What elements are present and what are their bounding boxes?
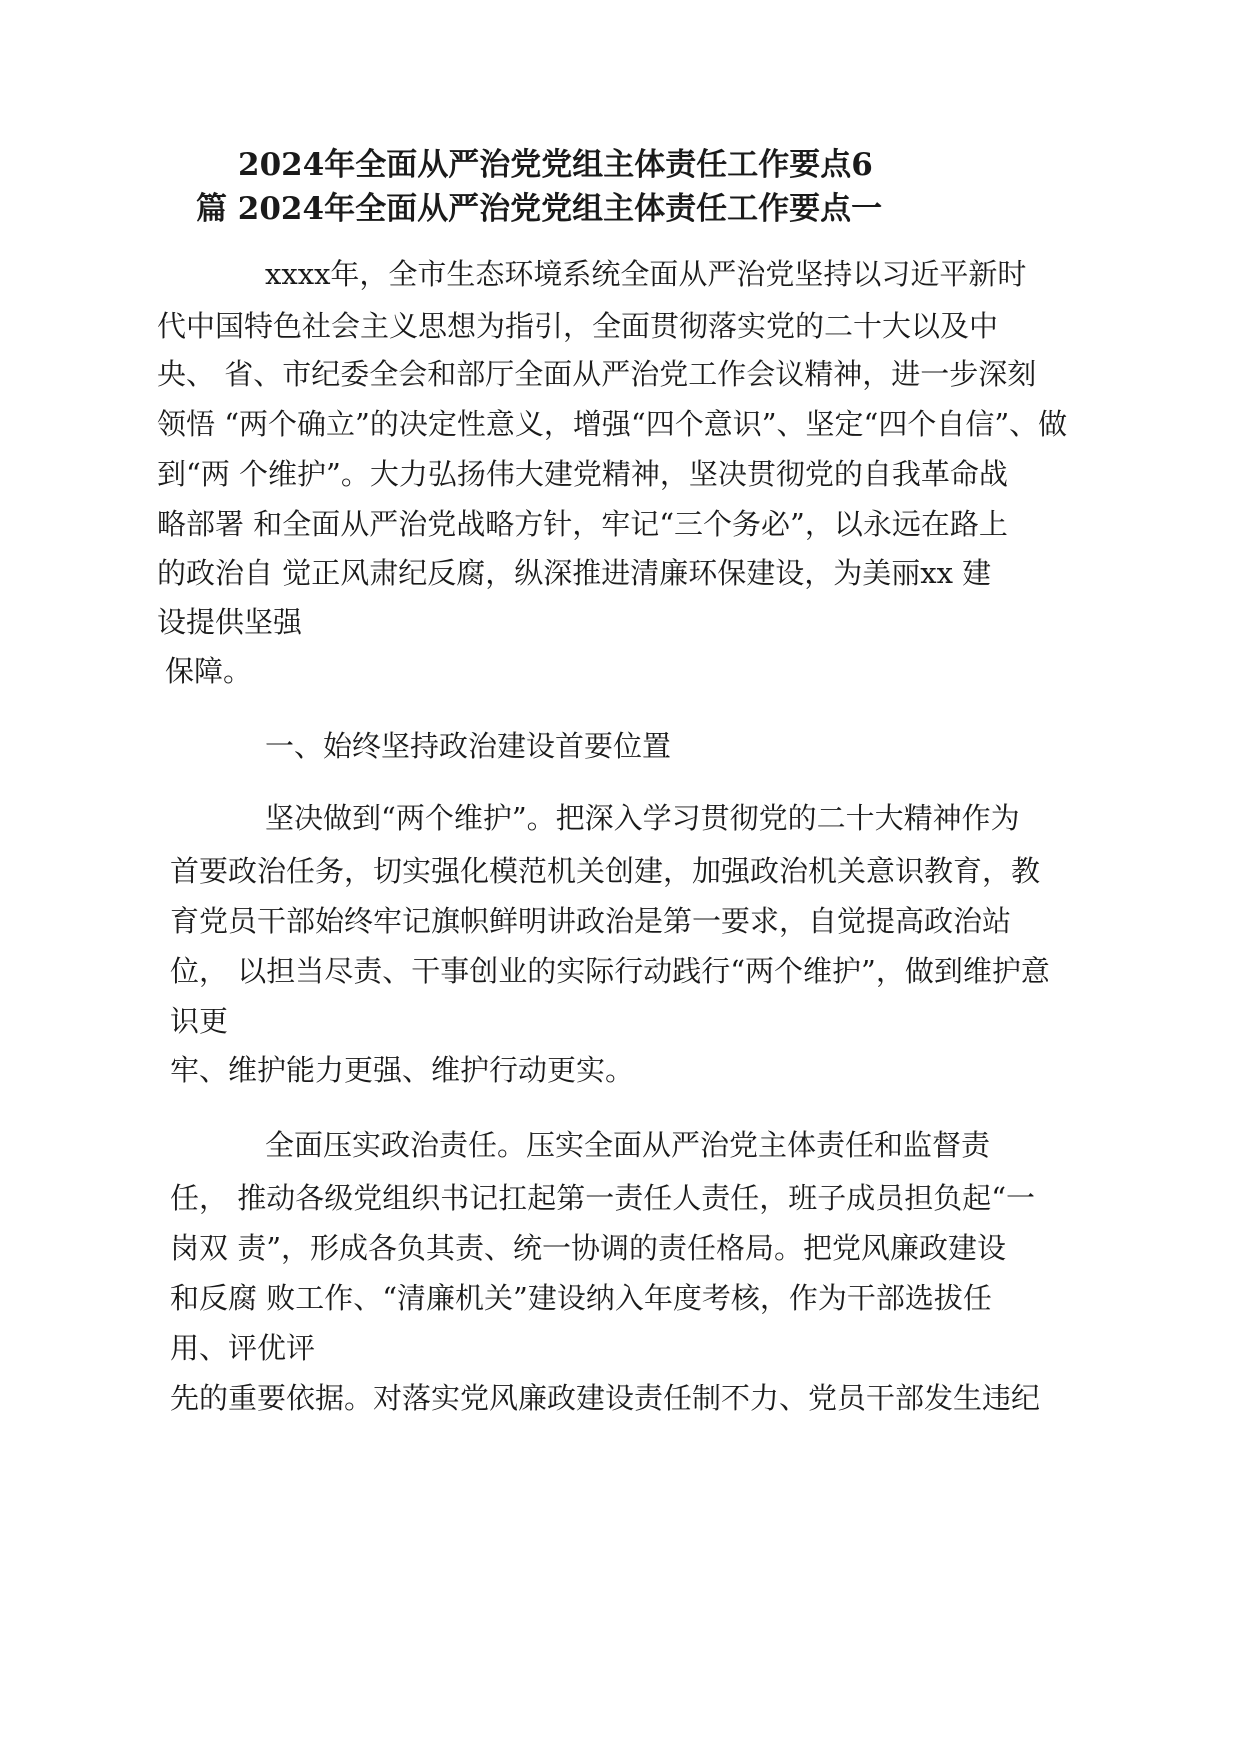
paragraph-line: 保障。 bbox=[165, 654, 253, 688]
section-heading-1: 一、始终坚持政治建设首要位置 bbox=[265, 729, 672, 763]
paragraph-line: 领悟 “两个确立”的决定性意义，增强“四个意识”、坚定“四个自信”、做 bbox=[157, 407, 1068, 441]
document-title-line-1: 2024年全面从严治党党组主体责任工作要点6 bbox=[238, 147, 873, 183]
paragraph-line: 略部署 和全面从严治党战略方针，牢记“三个务必”，以永远在路上 bbox=[157, 507, 1008, 541]
paragraph-line: 和反腐 败工作、“清廉机关”建设纳入年度考核，作为干部选拔任 bbox=[170, 1281, 992, 1315]
paragraph-line: 的政治自 觉正风肃纪反腐，纵深推进清廉环保建设，为美丽xx 建 bbox=[157, 556, 992, 590]
paragraph-line: 代中国特色社会主义思想为指引，全面贯彻落实党的二十大以及中 bbox=[157, 309, 999, 343]
paragraph-line: 位， 以担当尽责、干事创业的实际行动践行“两个维护”，做到维护意 bbox=[170, 954, 1050, 988]
paragraph-line: 育党员干部始终牢记旗帜鲜明讲政治是第一要求，自觉提高政治站 bbox=[170, 904, 1012, 938]
document-title-line-2: 篇 2024年全面从严治党党组主体责任工作要点一 bbox=[196, 191, 883, 227]
paragraph-line: 全面压实政治责任。压实全面从严治党主体责任和监督责 bbox=[265, 1128, 991, 1162]
paragraph-line: 识更 bbox=[170, 1004, 229, 1038]
paragraph-line: 到“两 个维护”。大力弘扬伟大建党精神，坚决贯彻党的自我革命战 bbox=[157, 457, 1008, 491]
paragraph-line: 首要政治任务，切实强化模范机关创建，加强政治机关意识教育，教 bbox=[170, 854, 1041, 888]
paragraph-line: 岗双 责”，形成各负其责、统一协调的责任格局。把党风廉政建设 bbox=[170, 1231, 1007, 1265]
paragraph-line: 先的重要依据。对落实党风廉政建设责任制不力、党员干部发生违纪 bbox=[170, 1381, 1041, 1415]
paragraph-line: 任， 推动各级党组织书记扛起第一责任人责任，班子成员担负起“一 bbox=[170, 1181, 1036, 1215]
paragraph-line: xxxx年，全市生态环境系统全面从严治党坚持以习近平新时 bbox=[265, 257, 1027, 291]
paragraph-line: 牢、维护能力更强、维护行动更实。 bbox=[170, 1053, 635, 1087]
paragraph-line: 坚决做到“两个维护”。把深入学习贯彻党的二十大精神作为 bbox=[265, 801, 1020, 835]
paragraph-line: 用、评优评 bbox=[170, 1331, 316, 1365]
paragraph-line: 央、 省、市纪委全会和部厅全面从严治党工作会议精神，进一步深刻 bbox=[157, 357, 1037, 391]
paragraph-line: 设提供坚强 bbox=[157, 605, 303, 639]
